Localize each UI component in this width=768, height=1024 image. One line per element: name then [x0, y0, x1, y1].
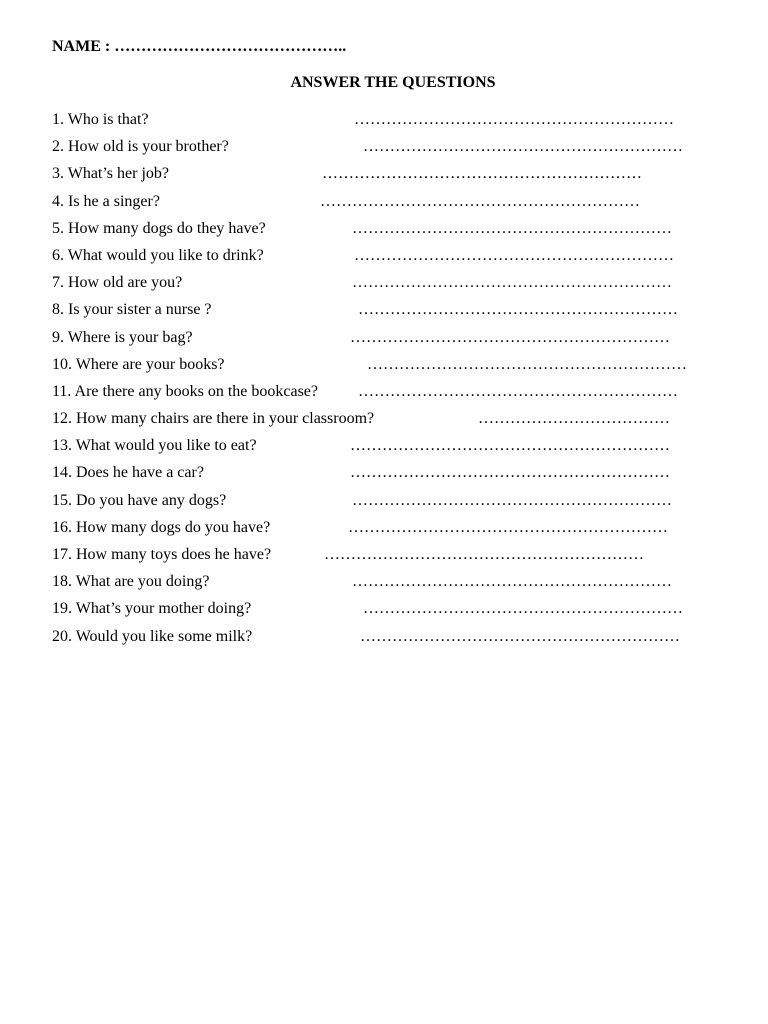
question-text: 9. Where is your bag? [52, 328, 193, 346]
question-row [52, 300, 742, 327]
question-row [52, 246, 742, 273]
answer-blank: …………………………………………………… [320, 192, 640, 210]
answer-blank: …………………………………………………… [352, 573, 672, 591]
question-row [52, 518, 742, 545]
question-row [52, 328, 742, 355]
question-row [52, 219, 742, 246]
question-row [52, 545, 742, 572]
answer-blank: …………………………………………………… [367, 355, 687, 373]
question-text: 15. Do you have any dogs? [52, 491, 227, 509]
question-row [52, 164, 742, 191]
question-row [52, 382, 742, 409]
question-text: 12. How many chairs are there in your classroom? [52, 410, 375, 428]
question-row [52, 273, 742, 300]
question-row [52, 599, 742, 626]
question-text: 20. Would you like some milk? [52, 627, 253, 645]
question-row [52, 491, 742, 518]
question-text: 4. Is he a singer? [52, 192, 160, 210]
question-row [52, 137, 742, 164]
question-row [52, 409, 742, 436]
answer-blank: …………………………………………………… [360, 627, 680, 645]
answer-blank: …………………………………………………… [354, 246, 674, 264]
question-text: 19. What’s your mother doing? [52, 600, 252, 618]
answer-blank: …………………………………………………… [354, 111, 674, 128]
question-text: 8. Is your sister a nurse ? [52, 301, 212, 319]
question-text: 2. How old is your brother? [52, 138, 229, 156]
question-row [52, 463, 742, 490]
answer-blank: …………………………………………………… [363, 138, 683, 156]
question-text: 17. How many toys does he have? [52, 546, 272, 563]
question-text: 1. Who is that? [52, 111, 149, 128]
question-text: 5. How many dogs do they have? [52, 219, 266, 237]
question-text: 16. How many dogs do you have? [52, 518, 271, 536]
question-list [52, 110, 742, 654]
answer-blank: …………………………………………………… [350, 328, 670, 346]
question-text: 10. Where are your books? [52, 355, 225, 373]
answer-blank: …………………………………………………… [352, 274, 672, 292]
answer-blank: …………………………………………………… [352, 491, 672, 509]
question-row [52, 572, 742, 599]
question-text: 3. What’s her job? [52, 165, 170, 183]
question-text: 14. Does he have a car? [52, 464, 204, 482]
answer-blank: …………………………………………………… [324, 546, 644, 563]
answer-blank: …………………………………………………… [363, 600, 683, 618]
answer-blank: …………………………………………………… [350, 464, 670, 482]
question-text: 7. How old are you? [52, 274, 183, 292]
question-text: 11. Are there any books on the bookcase? [52, 382, 318, 400]
answer-blank: …………………………………………………… [348, 518, 668, 536]
answer-blank: …………………………………………………… [322, 165, 642, 183]
question-row [52, 110, 742, 137]
question-row [52, 355, 742, 382]
question-row [52, 436, 742, 463]
answer-blank: …………………………………………………… [350, 437, 670, 455]
question-row [52, 192, 742, 219]
name-field-label: NAME : …………………………………….. [52, 38, 347, 55]
answer-blank: …………………………………………………… [352, 219, 672, 237]
page-title: ANSWER THE QUESTIONS [290, 74, 496, 91]
question-text: 13. What would you like to eat? [52, 437, 257, 455]
question-row [52, 627, 742, 654]
question-text: 6. What would you like to drink? [52, 246, 264, 264]
answer-blank: ……………………………… [478, 410, 670, 428]
answer-blank: …………………………………………………… [358, 301, 678, 319]
question-text: 18. What are you doing? [52, 573, 210, 591]
answer-blank: …………………………………………………… [358, 382, 678, 400]
